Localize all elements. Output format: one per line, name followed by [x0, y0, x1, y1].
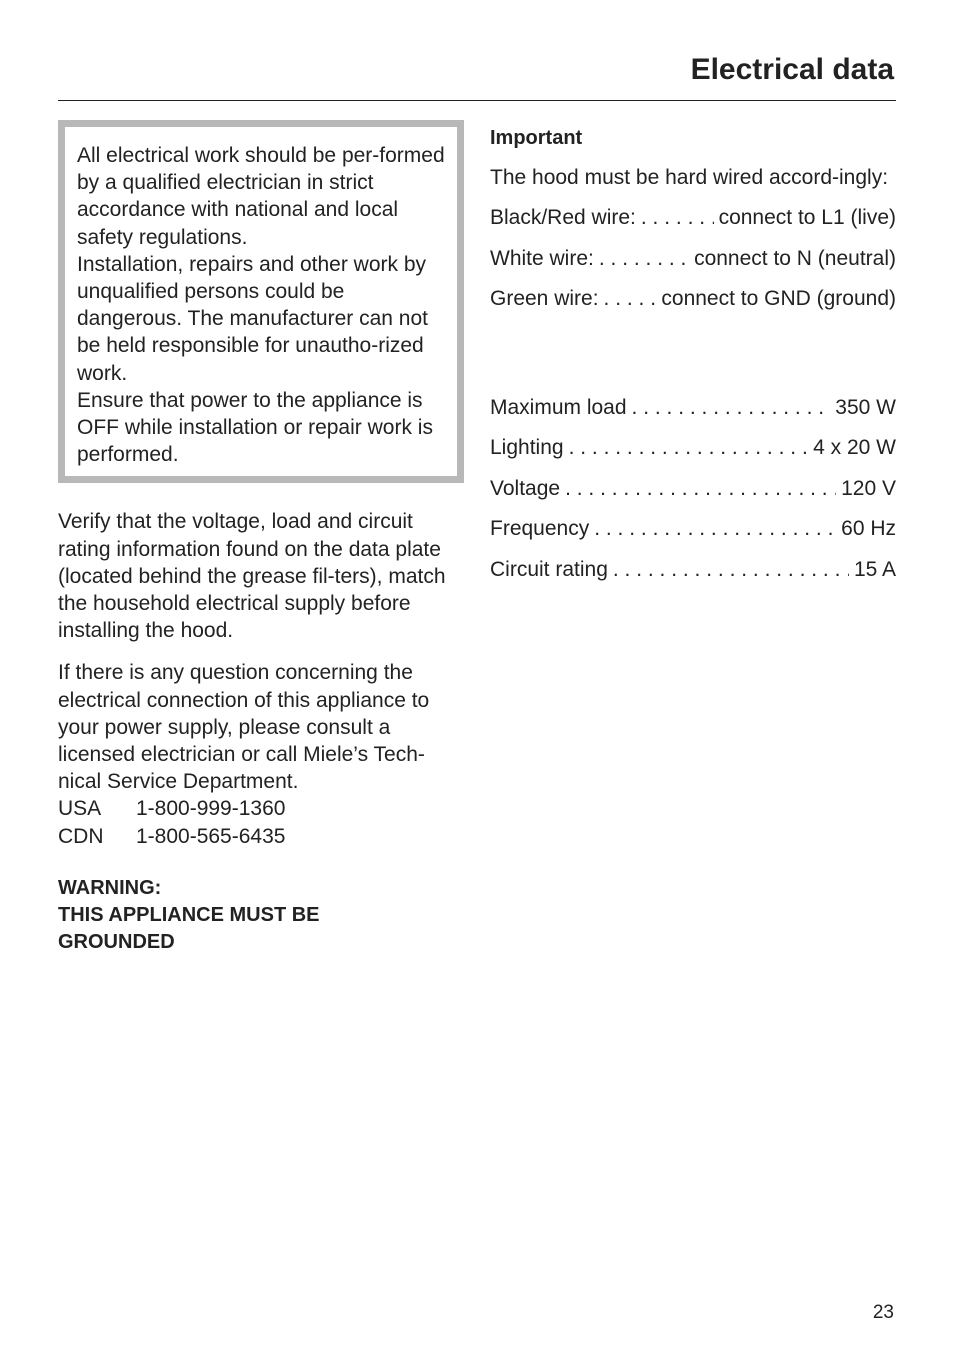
right-column — [490, 123, 896, 596]
wire-label: Black/Red wire: — [490, 206, 636, 230]
phone-country: CDN — [58, 824, 104, 848]
safety-text-unqualified-work: Installation, repairs and other work by unqualified persons could be dangerous. The manufacturer can not be held responsible for unautho-rized work. — [77, 252, 429, 385]
wire-row-green — [490, 285, 896, 312]
page-number: 23 — [872, 1302, 894, 1323]
spec-label: Frequency — [490, 517, 590, 541]
dot-leader — [632, 394, 831, 421]
dot-leader — [604, 285, 657, 312]
spec-row-lighting — [490, 434, 896, 461]
wire-connection: connect to N (neutral) — [694, 246, 896, 270]
phone-row-cdn — [58, 823, 464, 850]
wire-connection: connect to GND (ground) — [661, 286, 896, 310]
dot-leader — [599, 245, 689, 272]
spec-value: 4 x 20 W — [813, 436, 896, 460]
wire-row-black-red — [490, 204, 896, 231]
spec-row-maximum-load — [490, 394, 896, 421]
question-paragraph: If there is any question concerning the electrical connection of this appliance to your power supply, please consult a licensed electrician or call Miele’s Tech-nical Service Department. — [58, 661, 430, 794]
hardwire-instructions: The hood must be hard wired accord-ingly: — [490, 166, 889, 189]
spec-row-voltage — [490, 475, 896, 502]
page-title: Electrical data — [690, 53, 894, 86]
safety-text-qualified-electrician: All electrical work should be per-formed by a qualified electrician in strict accordance with national and local safety regulations. — [77, 144, 445, 249]
verify-paragraph: Verify that the voltage, load and circuit rating information found on the data plate (located behind the grease fil-ters), match the household electrical supply before installing the hood. — [58, 510, 446, 643]
spec-label: Circuit rating — [490, 557, 608, 581]
dot-leader — [565, 475, 836, 502]
electrical-spec-list — [490, 394, 896, 583]
wire-connection: connect to L1 (live) — [718, 206, 896, 230]
dot-leader — [569, 434, 809, 461]
spec-label: Maximum load — [490, 395, 627, 419]
spec-label: Voltage — [490, 476, 561, 500]
wire-connection-list — [490, 204, 896, 312]
spec-row-circuit-rating — [490, 556, 896, 583]
safety-text-power-off: Ensure that power to the appliance is OFF while installation or repair work is performed. — [77, 388, 433, 467]
grounding-warning — [58, 875, 464, 957]
grounding-warning-line: GROUNDED — [58, 931, 175, 954]
spec-value: 15 A — [853, 557, 896, 581]
wire-row-white — [490, 245, 896, 272]
spec-value: 120 V — [841, 476, 896, 500]
spec-row-frequency — [490, 515, 896, 542]
safety-warning-box — [58, 120, 464, 483]
phone-list — [58, 795, 464, 849]
phone-number: 1-800-565-6435 — [136, 824, 286, 848]
title-divider — [58, 100, 896, 101]
left-column — [58, 120, 464, 956]
dot-leader — [594, 515, 836, 542]
phone-row-usa — [58, 795, 464, 822]
spec-label: Lighting — [490, 436, 564, 460]
wire-label: Green wire: — [490, 286, 599, 310]
dot-leader — [641, 204, 714, 231]
spec-value: 350 W — [835, 395, 896, 419]
phone-number: 1-800-999-1360 — [136, 797, 286, 821]
wire-label: White wire: — [490, 246, 594, 270]
grounding-warning-line: WARNING: — [58, 876, 162, 899]
spec-value: 60 Hz — [841, 517, 896, 541]
phone-country: USA — [58, 797, 102, 821]
grounding-warning-line: THIS APPLIANCE MUST BE — [58, 904, 320, 927]
important-heading: Important — [490, 127, 583, 149]
dot-leader — [613, 556, 849, 583]
